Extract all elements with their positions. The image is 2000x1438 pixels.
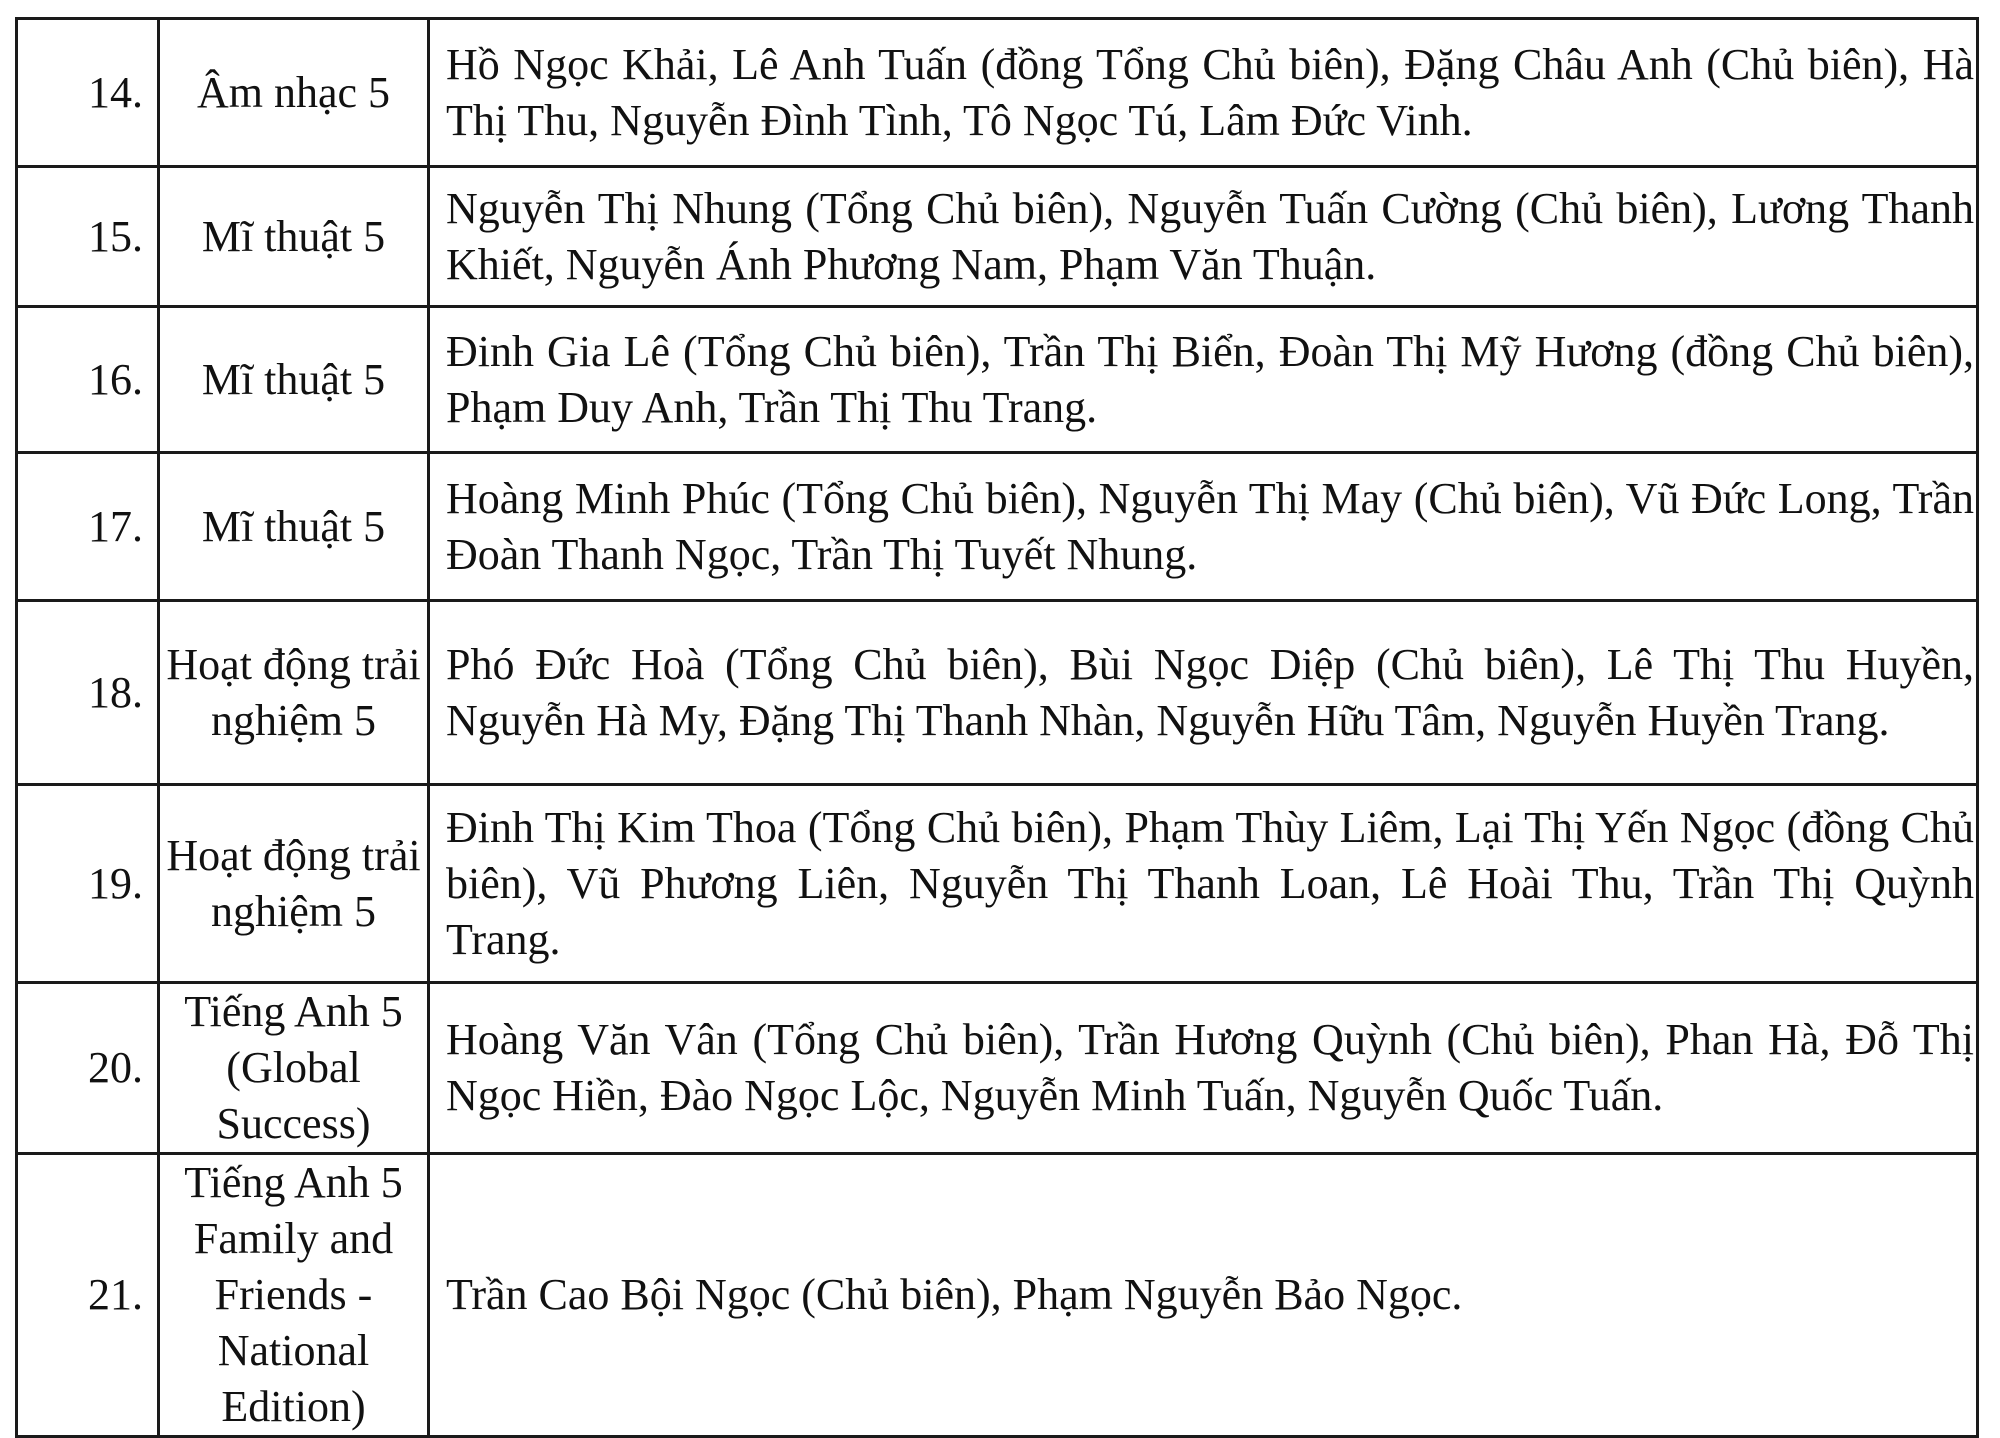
row-number: 17. [17,453,159,601]
table-row [17,785,1978,983]
authors-cell: Nguyễn Thị Nhung (Tổng Chủ biên), Nguyễn Tuấn Cường (Chủ biên), Lương Thanh Khiết, Nguyễn Ánh Phương Nam, Phạm Văn Thuận. [429,167,1978,307]
table-row [17,167,1978,307]
table-row [17,307,1978,453]
subject-cell: Hoạt động trải nghiệm 5 [159,785,429,983]
row-number: 15. [17,167,159,307]
authors-cell: Hồ Ngọc Khải, Lê Anh Tuấn (đồng Tổng Chủ biên), Đặng Châu Anh (Chủ biên), Hà Thị Thu, Nguyễn Đình Tình, Tô Ngọc Tú, Lâm Đức Vinh. [429,19,1978,167]
row-number: 16. [17,307,159,453]
table-row [17,19,1978,167]
table-row [17,983,1978,1154]
row-number: 14. [17,19,159,167]
table-row [17,601,1978,785]
authors-cell: Đinh Gia Lê (Tổng Chủ biên), Trần Thị Biển, Đoàn Thị Mỹ Hương (đồng Chủ biên), Phạm Duy Anh, Trần Thị Thu Trang. [429,307,1978,453]
textbook-authors-table [15,17,1979,1438]
subject-cell: Mĩ thuật 5 [159,453,429,601]
subject-cell: Mĩ thuật 5 [159,307,429,453]
row-number: 18. [17,601,159,785]
authors-cell: Đinh Thị Kim Thoa (Tổng Chủ biên), Phạm Thùy Liêm, Lại Thị Yến Ngọc (đồng Chủ biên), Vũ Phương Liên, Nguyễn Thị Thanh Loan, Lê Hoài Thu, Trần Thị Quỳnh Trang. [429,785,1978,983]
authors-cell: Phó Đức Hoà (Tổng Chủ biên), Bùi Ngọc Diệp (Chủ biên), Lê Thị Thu Huyền, Nguyễn Hà My, Đặng Thị Thanh Nhàn, Nguyễn Hữu Tâm, Nguyễn Huyền Trang. [429,601,1978,785]
row-number: 19. [17,785,159,983]
subject-cell: Mĩ thuật 5 [159,167,429,307]
table-row [17,453,1978,601]
table-row [17,1154,1978,1437]
row-number: 20. [17,983,159,1154]
subject-cell: Âm nhạc 5 [159,19,429,167]
subject-cell: Tiếng Anh 5 (Global Success) [159,983,429,1154]
authors-cell: Hoàng Văn Vân (Tổng Chủ biên), Trần Hương Quỳnh (Chủ biên), Phan Hà, Đỗ Thị Ngọc Hiền, Đào Ngọc Lộc, Nguyễn Minh Tuấn, Nguyễn Quốc Tuấn. [429,983,1978,1154]
subject-cell: Tiếng Anh 5 Family and Friends - National Edition) [159,1154,429,1437]
row-number: 21. [17,1154,159,1437]
subject-cell: Hoạt động trải nghiệm 5 [159,601,429,785]
authors-cell: Trần Cao Bội Ngọc (Chủ biên), Phạm Nguyễn Bảo Ngọc. [429,1154,1978,1437]
authors-cell: Hoàng Minh Phúc (Tổng Chủ biên), Nguyễn Thị May (Chủ biên), Vũ Đức Long, Trần Đoàn Thanh Ngọc, Trần Thị Tuyết Nhung. [429,453,1978,601]
